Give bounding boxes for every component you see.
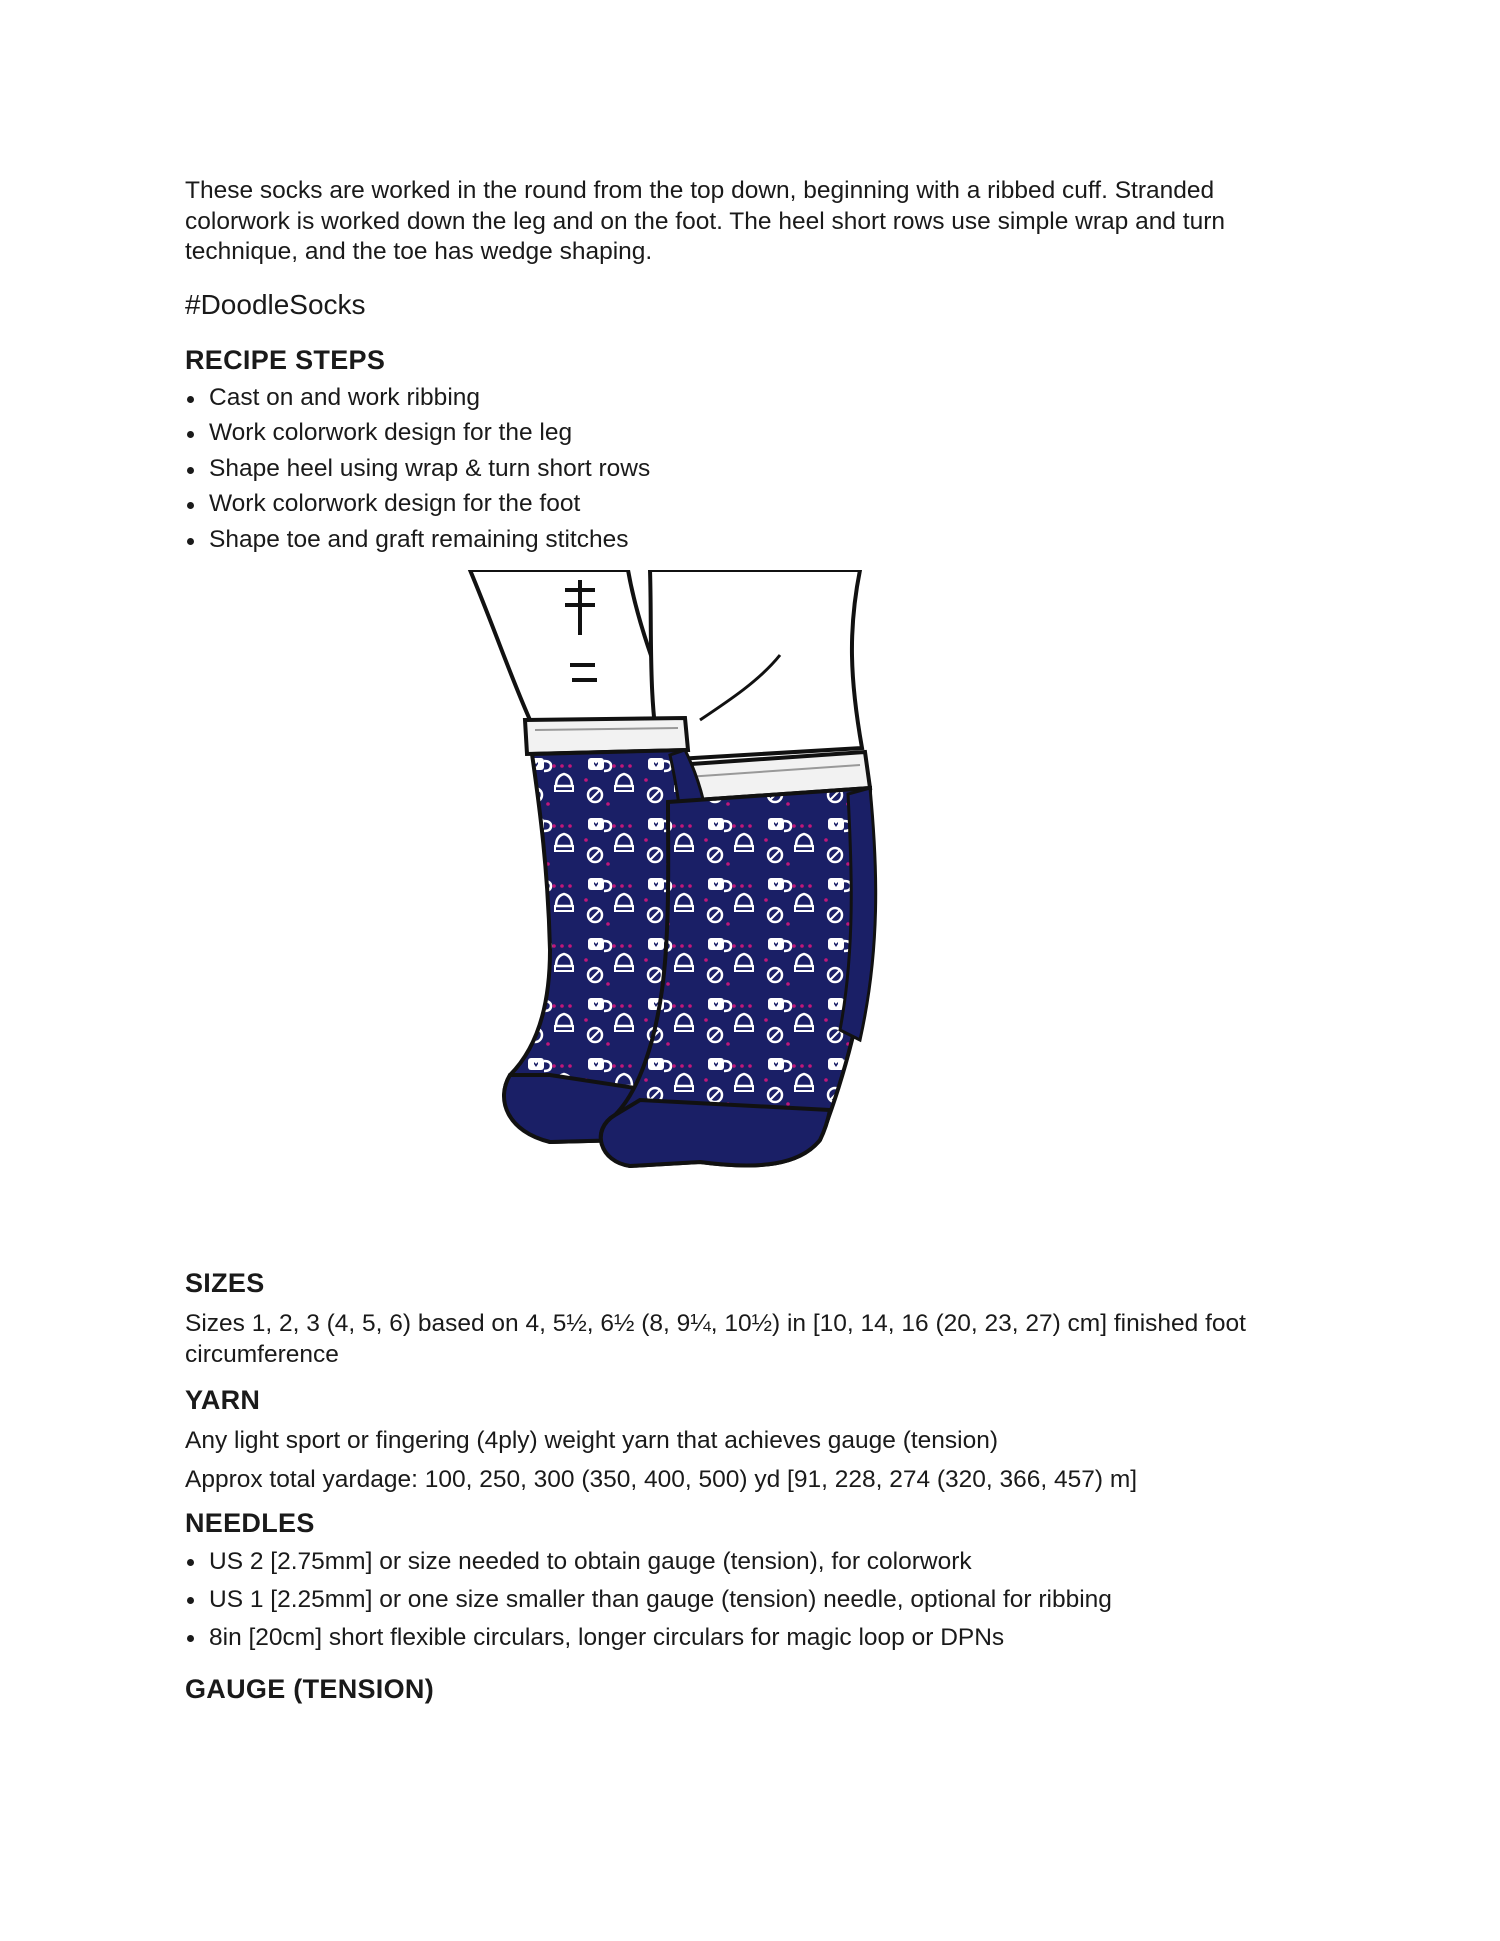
pattern-top-section — [185, 176, 1315, 557]
recipe-steps-list — [185, 380, 1315, 558]
needles-list — [185, 1543, 1315, 1657]
yarn-yardage-text: Approx total yardage: 100, 250, 300 (350, 400, 500) yd [91, 228, 274 (320, 366, 457) m] — [185, 1466, 1138, 1493]
recipe-steps-heading: RECIPE STEPS — [185, 344, 386, 375]
list-item: Shape toe and graft remaining stitches — [185, 522, 1315, 558]
yarn-heading: YARN — [185, 1385, 261, 1415]
yarn-weight-text: Any light sport or fingering (4ply) weight yarn that achieves gauge (tension) — [185, 1427, 999, 1454]
pattern-details-section — [185, 1267, 1315, 1705]
list-item: Work colorwork design for the leg — [185, 415, 1315, 451]
needles-heading: NEEDLES — [185, 1508, 315, 1538]
hashtag: #DoodleSocks — [185, 288, 366, 320]
list-item: US 1 [2.25mm] or one size smaller than gauge (tension) needle, optional for ribbing — [185, 1581, 1315, 1619]
list-item: Cast on and work ribbing — [185, 380, 1315, 416]
sizes-heading: SIZES — [185, 1268, 265, 1298]
list-item: Shape heel using wrap & turn short rows — [185, 451, 1315, 487]
list-item: US 2 [2.75mm] or size needed to obtain gauge (tension), for colorwork — [185, 1543, 1315, 1581]
intro-paragraph: These socks are worked in the round from the top down, beginning with a ribbed cuff. Stranded colorwork is worked down the leg and on the foot. The heel short rows use simple wrap and turn technique, and the toe has wedge shaping. — [185, 177, 1225, 265]
gauge-heading: GAUGE (TENSION) — [185, 1674, 435, 1704]
socks-illustration — [400, 570, 1080, 1250]
list-item: 8in [20cm] short flexible circulars, longer circulars for magic loop or DPNs — [185, 1619, 1315, 1657]
sizes-text: Sizes 1, 2, 3 (4, 5, 6) based on 4, 5½, 6½ (8, 9¼, 10½) in [10, 14, 16 (20, 23, 27) cm] finished foot circumference — [185, 1310, 1246, 1368]
list-item: Work colorwork design for the foot — [185, 486, 1315, 522]
